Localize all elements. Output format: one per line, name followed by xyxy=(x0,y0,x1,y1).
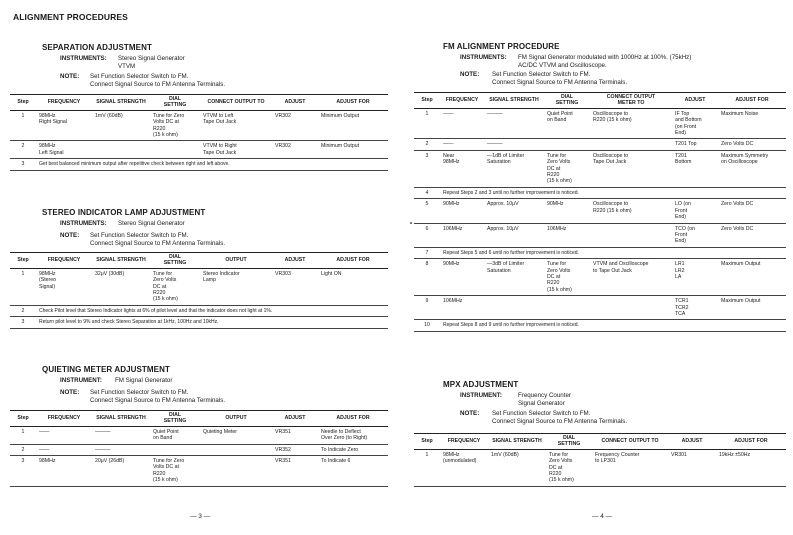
column-header: DIAL SETTING xyxy=(150,95,200,111)
column-header: ADJUST FOR xyxy=(318,411,388,427)
mpx-note: NOTE: Set Function Selector Switch to FM. Connect Signal Source to FM Antenna Terminals. xyxy=(460,410,628,425)
table-row xyxy=(10,110,388,141)
stereo-lamp-heading: STEREO INDICATOR LAMP ADJUSTMENT xyxy=(42,208,206,217)
table-cell xyxy=(590,139,672,150)
table-cell: Quiet Point on Band xyxy=(150,426,200,444)
table-row xyxy=(414,108,786,139)
table-header-row xyxy=(414,434,786,450)
table-cell: Tune for Zero Volts DC at R220 (15 k ohm) xyxy=(544,259,590,296)
column-header: FREQUENCY xyxy=(36,411,92,427)
step-cell: 2 xyxy=(414,139,440,150)
table-cell: ——— xyxy=(92,426,150,444)
table-cell: —— xyxy=(36,444,92,455)
table-cell: Zero Volts DC xyxy=(718,199,786,223)
table-cell: 90MHz xyxy=(440,259,484,296)
table-cell xyxy=(484,296,544,320)
page-number-right: — 4 — xyxy=(592,513,613,520)
right-page xyxy=(400,0,793,535)
table-cell: LO (on Front End) xyxy=(672,199,718,223)
table-cell: VR302 xyxy=(272,110,318,141)
step-cell: 8 xyxy=(414,259,440,296)
column-header: FREQUENCY xyxy=(36,95,92,111)
column-header: DIAL SETTING xyxy=(544,93,590,109)
table-cell: Needle to Deflect Over Zero (to Right) xyxy=(318,426,388,444)
table-cell: 19kHz ±50Hz xyxy=(716,449,786,486)
step-cell: 1 xyxy=(10,426,36,444)
quieting-table xyxy=(10,410,388,487)
column-header: SIGNAL STRENGTH xyxy=(92,411,150,427)
column-header: DIAL SETTING xyxy=(150,253,200,269)
table-note-row xyxy=(10,317,388,328)
column-header: FREQUENCY xyxy=(440,434,488,450)
table-cell: TCO (on Front End) xyxy=(672,223,718,247)
step-cell: 1 xyxy=(10,110,36,141)
table-cell: Approx. 10μV xyxy=(484,223,544,247)
note-cell: Get best balanced minimum output after repetitive check between right and left above. xyxy=(36,159,388,170)
column-header: OUTPUT xyxy=(200,253,272,269)
table-cell: T201 Bottom xyxy=(672,150,718,187)
fm-heading: FM ALIGNMENT PROCEDURE xyxy=(443,42,560,51)
table-cell: TCR1 TCR2 TCA xyxy=(672,296,718,320)
table-cell: Minimum Output xyxy=(318,141,388,159)
table-cell: Tune for Zero Volts DC at R220 (15 k ohm) xyxy=(150,456,200,487)
table-row xyxy=(10,426,388,444)
column-header: ADJUST FOR xyxy=(318,95,388,111)
table-cell: VR303 xyxy=(272,268,318,305)
stereo-lamp-table xyxy=(10,252,388,329)
table-cell: 98MHz Left Signal xyxy=(36,141,92,159)
table-cell: —— xyxy=(36,426,92,444)
table-cell: VTVM and Oscilloscope to Tape Out Jack xyxy=(590,259,672,296)
table-cell: Oscilloscope to R220 (15 k ohm) xyxy=(590,108,672,139)
column-header: ADJUST xyxy=(272,411,318,427)
column-header: OUTPUT xyxy=(200,411,272,427)
table-cell: Maximum Output xyxy=(718,259,786,296)
note-cell: Repeat Steps 5 and 6 until no further improvement is noticed. xyxy=(440,247,786,258)
step-cell: 2 xyxy=(10,305,36,316)
table-cell: VR351 xyxy=(272,456,318,487)
column-header: SIGNAL STRENGTH xyxy=(92,253,150,269)
table-row xyxy=(414,199,786,223)
table-cell xyxy=(200,444,272,455)
table-cell: Maximum Output xyxy=(718,296,786,320)
table-cell: ——— xyxy=(92,444,150,455)
mpx-heading: MPX ADJUSTMENT xyxy=(443,380,519,389)
table-cell: Oscilloscope to R220 (15 k ohm) xyxy=(590,199,672,223)
step-cell: 1 xyxy=(414,108,440,139)
table-cell xyxy=(544,139,590,150)
column-header: FREQUENCY xyxy=(440,93,484,109)
table-cell: Zero Volts DC xyxy=(718,223,786,247)
table-cell: 20μV (26dB) xyxy=(92,456,150,487)
table-note-row xyxy=(414,320,786,331)
table-cell: Tune for Zero Volts DC at R220 (15 k ohm) xyxy=(544,150,590,187)
table-cell xyxy=(92,141,150,159)
table-cell: 98MHz Right Signal xyxy=(36,110,92,141)
table-cell: VTVM to Left Tape Out Jack xyxy=(200,110,272,141)
column-header: CONNECT OUTPUT TO xyxy=(200,95,272,111)
table-cell: VR351 xyxy=(272,426,318,444)
left-page xyxy=(0,0,396,535)
table-row xyxy=(10,444,388,455)
table-cell: Minimum Output xyxy=(318,110,388,141)
step-cell: 1 xyxy=(414,449,440,486)
column-header: ADJUST xyxy=(672,93,718,109)
column-header: CONNECT OUTPUT METER TO xyxy=(590,93,672,109)
fm-table xyxy=(414,92,786,332)
table-row xyxy=(10,456,388,487)
step-cell: 3 xyxy=(10,456,36,487)
column-header: Step xyxy=(10,95,36,111)
mpx-table xyxy=(414,433,786,487)
table-cell: —1dB of Limiter Saturation xyxy=(484,150,544,187)
table-note-row xyxy=(10,159,388,170)
table-cell: Maximum Noise xyxy=(718,108,786,139)
stereo-lamp-note: NOTE: Set Function Selector Switch to FM. Connect Signal Source to FM Antenna Terminals. xyxy=(60,232,226,247)
table-cell: 106MHz xyxy=(544,223,590,247)
table-cell: Frequency Counter to LP301 xyxy=(592,449,668,486)
stray-mark xyxy=(410,222,412,224)
table-row xyxy=(414,296,786,320)
column-header: ADJUST xyxy=(272,95,318,111)
table-cell: ——— xyxy=(484,139,544,150)
table-cell xyxy=(590,296,672,320)
table-cell: VR302 xyxy=(272,141,318,159)
table-cell: To Indicate Zero xyxy=(318,444,388,455)
table-header-row xyxy=(414,93,786,109)
table-note-row xyxy=(414,247,786,258)
column-header: ADJUST FOR xyxy=(318,253,388,269)
step-cell: 9 xyxy=(414,296,440,320)
column-header: ADJUST FOR xyxy=(716,434,786,450)
table-cell: Stereo Indicator Lamp xyxy=(200,268,272,305)
mpx-instruments: INSTRUMENT: Frequency Counter Signal Generator xyxy=(460,392,571,407)
table-cell: 1mV (60dB) xyxy=(92,110,150,141)
column-header: ADJUST xyxy=(272,253,318,269)
step-cell: 1 xyxy=(10,268,36,305)
table-cell: 32μV (30dB) xyxy=(92,268,150,305)
table-cell: Maximum Symmetry on Oscilloscope xyxy=(718,150,786,187)
table-cell: 98MHz (Stereo Signal) xyxy=(36,268,92,305)
table-row xyxy=(10,268,388,305)
column-header: Step xyxy=(10,253,36,269)
table-row xyxy=(414,259,786,296)
table-cell: Oscilloscope to Tape Out Jack xyxy=(590,150,672,187)
table-cell: 98MHz xyxy=(36,456,92,487)
table-cell: Tune for Zero Volts DC at R220 (15 k ohm) xyxy=(150,268,200,305)
table-cell xyxy=(150,141,200,159)
table-cell: 106MHz xyxy=(440,223,484,247)
table-cell: —— xyxy=(440,108,484,139)
column-header: SIGNAL STRENGTH xyxy=(92,95,150,111)
quieting-instruments: INSTRUMENT: FM Signal Generator xyxy=(60,377,173,384)
table-cell: Near 98MHz xyxy=(440,150,484,187)
column-header: DIAL SETTING xyxy=(546,434,592,450)
table-cell: 1mV (60dB) xyxy=(488,449,546,486)
table-row xyxy=(414,139,786,150)
table-header-row xyxy=(10,253,388,269)
note-cell: Repeat Steps 2 and 3 until no further improvement is noticed. xyxy=(440,187,786,198)
table-row xyxy=(10,141,388,159)
step-cell: 2 xyxy=(10,141,36,159)
column-header: DIAL SETTING xyxy=(150,411,200,427)
table-note-row xyxy=(414,187,786,198)
table-cell: 106MHz xyxy=(440,296,484,320)
stereo-lamp-instruments: INSTRUMENTS: Stereo Signal Generator xyxy=(60,220,185,227)
table-cell: T201 Top xyxy=(672,139,718,150)
fm-note: NOTE: Set Function Selector Switch to FM. Connect Signal Source to FM Antenna Terminals. xyxy=(460,71,628,86)
separation-heading: SEPARATION ADJUSTMENT xyxy=(42,43,152,52)
step-cell: 2 xyxy=(10,444,36,455)
table-cell xyxy=(590,223,672,247)
quieting-note: NOTE: Set Function Selector Switch to FM. Connect Signal Source to FM Antenna Terminals. xyxy=(60,389,226,404)
page-title: ALIGNMENT PROCEDURES xyxy=(13,12,128,22)
table-cell: Light ON xyxy=(318,268,388,305)
column-header: Step xyxy=(414,434,440,450)
step-cell: 10 xyxy=(414,320,440,331)
table-note-row xyxy=(10,305,388,316)
page-number-left: — 3 — xyxy=(190,513,211,520)
table-cell xyxy=(544,296,590,320)
table-cell: 98MHz (unmodulated) xyxy=(440,449,488,486)
table-cell: IF Top and Bottom (on Front End) xyxy=(672,108,718,139)
step-cell: 3 xyxy=(10,317,36,328)
note-cell: Repeat Steps 8 and 9 until no further improvement is noticed. xyxy=(440,320,786,331)
step-cell: 3 xyxy=(10,159,36,170)
table-cell: VR301 xyxy=(668,449,716,486)
table-cell: —— xyxy=(440,139,484,150)
table-cell: Tune for Zero Volts DC at R220 (15 k ohm) xyxy=(150,110,200,141)
table-cell: Approx. 10μV xyxy=(484,199,544,223)
table-cell: 90MHz xyxy=(440,199,484,223)
quieting-heading: QUIETING METER ADJUSTMENT xyxy=(42,365,170,374)
step-cell: 4 xyxy=(414,187,440,198)
note-cell: Return pilot level to 9% and check Stereo Separation at 1kHz, 100Hz and 10kHz. xyxy=(36,317,388,328)
table-cell: Tune for Zero Volts DC at R220 (15 k ohm) xyxy=(546,449,592,486)
table-header-row xyxy=(10,95,388,111)
table-header-row xyxy=(10,411,388,427)
table-cell: Zero Volts DC xyxy=(718,139,786,150)
table-cell xyxy=(150,444,200,455)
table-cell: VR352 xyxy=(272,444,318,455)
step-cell: 7 xyxy=(414,247,440,258)
column-header: Step xyxy=(414,93,440,109)
column-header: SIGNAL STRENGTH xyxy=(484,93,544,109)
column-header: SIGNAL STRENGTH xyxy=(488,434,546,450)
column-header: CONNECT OUTPUT TO xyxy=(592,434,668,450)
separation-table xyxy=(10,94,388,171)
table-cell: To Indicate 6 xyxy=(318,456,388,487)
fm-instruments: INSTRUMENTS: FM Signal Generator modulated with 1000Hz at 100%. (75kHz) AC/DC VTVM and Oscilloscope. xyxy=(460,54,692,69)
table-row xyxy=(414,449,786,486)
note-cell: Check Pilot level that Stereo Indicator lights at 6% of pilot level and that the indicator does not light at 1%. xyxy=(36,305,388,316)
table-cell: LR1 LR2 LA xyxy=(672,259,718,296)
separation-instruments: INSTRUMENTS: Stereo Signal Generator VTVM xyxy=(60,55,185,70)
column-header: Step xyxy=(10,411,36,427)
step-cell: 3 xyxy=(414,150,440,187)
separation-note: NOTE: Set Function Selector Switch to FM. Connect Signal Source to FM Antenna Terminals. xyxy=(60,73,226,88)
table-cell: —3dB of Limiter Saturation xyxy=(484,259,544,296)
step-cell: 6 xyxy=(414,223,440,247)
table-cell: Quieting Meter xyxy=(200,426,272,444)
table-cell xyxy=(200,456,272,487)
table-cell: Quiet Point on Band xyxy=(544,108,590,139)
column-header: ADJUST FOR xyxy=(718,93,786,109)
table-cell: VTVM to Right Tape Out Jack xyxy=(200,141,272,159)
table-cell: 90MHz xyxy=(544,199,590,223)
table-row xyxy=(414,223,786,247)
table-row xyxy=(414,150,786,187)
column-header: FREQUENCY xyxy=(36,253,92,269)
column-header: ADJUST xyxy=(668,434,716,450)
table-cell: ——— xyxy=(484,108,544,139)
step-cell: 5 xyxy=(414,199,440,223)
